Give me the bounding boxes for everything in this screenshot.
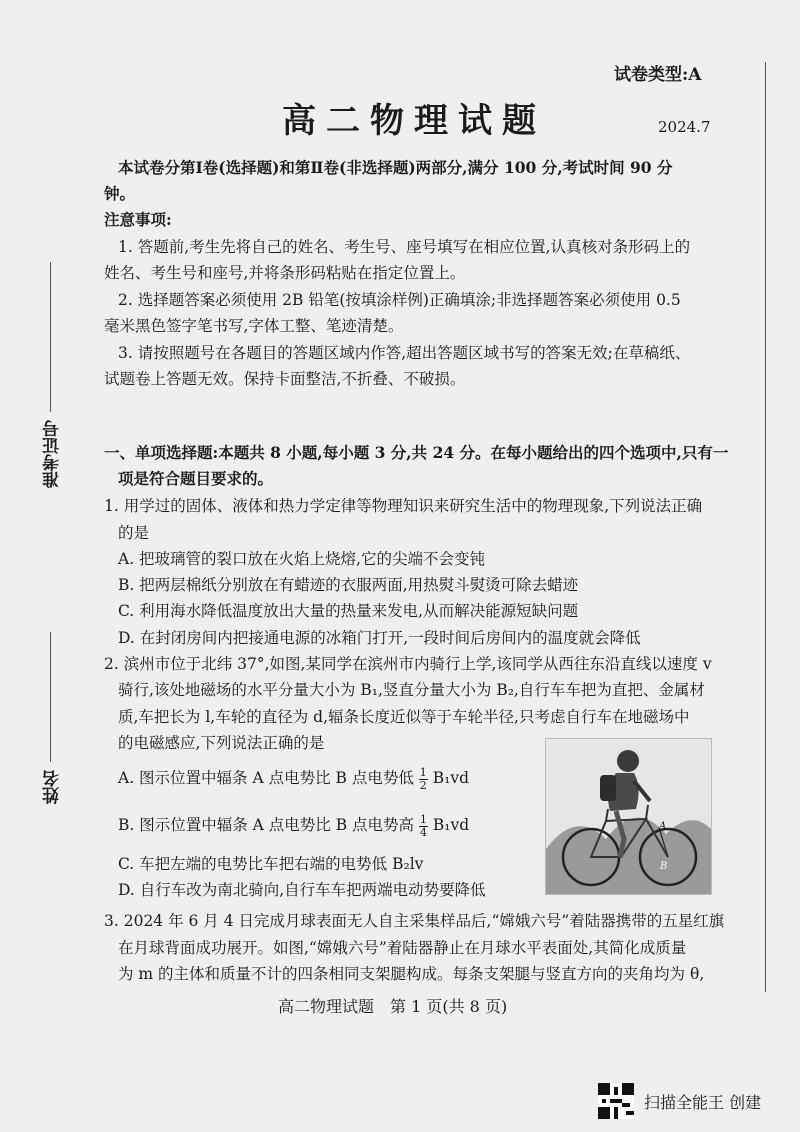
q2-option-a-text: A. 图示位置中辐条 A 点电势比 B 点电势低	[118, 769, 414, 787]
scanner-watermark: 扫描全能王 创建	[644, 1093, 762, 1112]
q2-option-a	[118, 766, 469, 792]
spoke-label-b: B	[660, 861, 668, 872]
q1-option-c: C. 利用海水降低温度放出大量的热量来发电,从而解决能源短缺问题	[118, 602, 579, 620]
q2-option-a-fraction	[419, 767, 428, 792]
q2-b-denominator: 4	[419, 825, 427, 839]
q2-option-b-fraction	[419, 814, 428, 839]
q2-option-b-text: B. 图示位置中辐条 A 点电势比 B 点电势高	[118, 816, 415, 834]
cyclist-illustration	[546, 739, 711, 894]
notice-2b: 毫米黑色签字笔书写,字体工整、笔迹清楚。	[104, 317, 404, 335]
intro-line-1: 本试卷分第Ⅰ卷(选择题)和第Ⅱ卷(非选择题)两部分,满分 100 分,考试时间 90 分	[118, 158, 673, 177]
notice-2a: 2. 选择题答案必须使用 2B 铅笔(按填涂样例)正确填涂;非选择题答案必须使用 0.5	[118, 291, 681, 309]
q2-stem-2: 骑行,该处地磁场的水平分量大小为 B₁,竖直分量大小为 B₂,自行车车把为直把、金属材	[118, 681, 705, 699]
section-1-line-1: 一、单项选择题:本题共 8 小题,每小题 3 分,共 24 分。在每小题给出的四个选项中,只有一	[104, 443, 729, 462]
q1-stem-2: 的是	[118, 524, 150, 542]
q3-stem-3: 为 m 的主体和质量不计的四条相同支架腿构成。每条支架腿与竖直方向的夹角均为 θ,	[118, 965, 705, 983]
side-line-bottom	[50, 632, 51, 762]
notice-heading: 注意事项:	[104, 210, 172, 229]
qr-code-icon	[598, 1083, 634, 1119]
notice-3a: 3. 请按照题号在各题目的答题区域内作答,超出答题区域书写的答案无效;在草稿纸、	[118, 344, 691, 362]
q3-stem-2: 在月球背面成功展开。如图,“嫦娥六号”着陆器静止在月球水平表面处,其简化成质量	[118, 939, 687, 957]
notice-1a: 1. 答题前,考生先将自己的姓名、考生号、座号填写在相应位置,认真核对条形码上的	[118, 238, 691, 256]
q2-b-numerator: 1	[419, 812, 427, 826]
exam-id-label: 准考证号	[43, 420, 63, 488]
q2-option-b-tail: B₁vd	[432, 816, 470, 834]
right-margin-rule	[765, 62, 766, 992]
spoke-label-a: A	[659, 821, 667, 832]
section-1-line-2: 项是符合题目要求的。	[118, 469, 274, 488]
q2-option-c: C. 车把左端的电势比车把右端的电势低 B₂lv	[118, 855, 424, 873]
bicycle-figure	[545, 738, 712, 895]
q1-option-a: A. 把玻璃管的裂口放在火焰上烧熔,它的尖端不会变钝	[118, 550, 485, 568]
q2-a-denominator: 2	[419, 778, 427, 792]
q2-a-numerator: 1	[419, 765, 427, 779]
page-title: 高二物理试题	[282, 101, 546, 141]
page-footer: 高二物理试题 第 1 页(共 8 页)	[278, 997, 508, 1016]
q2-stem-3: 质,车把长为 l,车轮的直径为 d,辐条长度近似等于车轮半径,只考虑自行车在地磁场中	[118, 708, 690, 726]
q1-option-b: B. 把两层棉纸分别放在有蜡迹的衣服两面,用热熨斗熨烫可除去蜡迹	[118, 576, 579, 594]
name-label: 姓名	[43, 770, 63, 804]
exam-date: 2024.7	[658, 118, 711, 136]
q2-stem-4: 的电磁感应,下列说法正确的是	[118, 734, 325, 752]
q2-option-d: D. 自行车改为南北骑向,自行车车把两端电动势要降低	[118, 881, 486, 899]
q2-option-a-tail: B₁vd	[432, 769, 470, 787]
q2-stem-1: 2. 滨州市位于北纬 37°,如图,某同学在滨州市内骑行上学,该同学从西往东沿直线以速度 v	[104, 655, 712, 673]
notice-3b: 试题卷上答题无效。保持卡面整洁,不折叠、不破损。	[104, 370, 466, 388]
notice-1b: 姓名、考生号和座号,并将条形码粘贴在指定位置上。	[104, 264, 466, 282]
exam-type-label: 试卷类型:A	[614, 65, 702, 85]
q1-option-d: D. 在封闭房间内把接通电源的冰箱门打开,一段时间后房间内的温度就会降低	[118, 629, 641, 647]
intro-line-2: 钟。	[104, 184, 136, 203]
side-line-top	[50, 262, 51, 412]
q1-stem-1: 1. 用学过的固体、液体和热力学定律等物理知识来研究生活中的物理现象,下列说法正确	[104, 497, 703, 515]
q2-option-b	[118, 813, 469, 839]
q3-stem-1: 3. 2024 年 6 月 4 日完成月球表面无人自主采集样品后,“嫦娥六号”着陆器携带的五星红旗	[104, 912, 725, 930]
